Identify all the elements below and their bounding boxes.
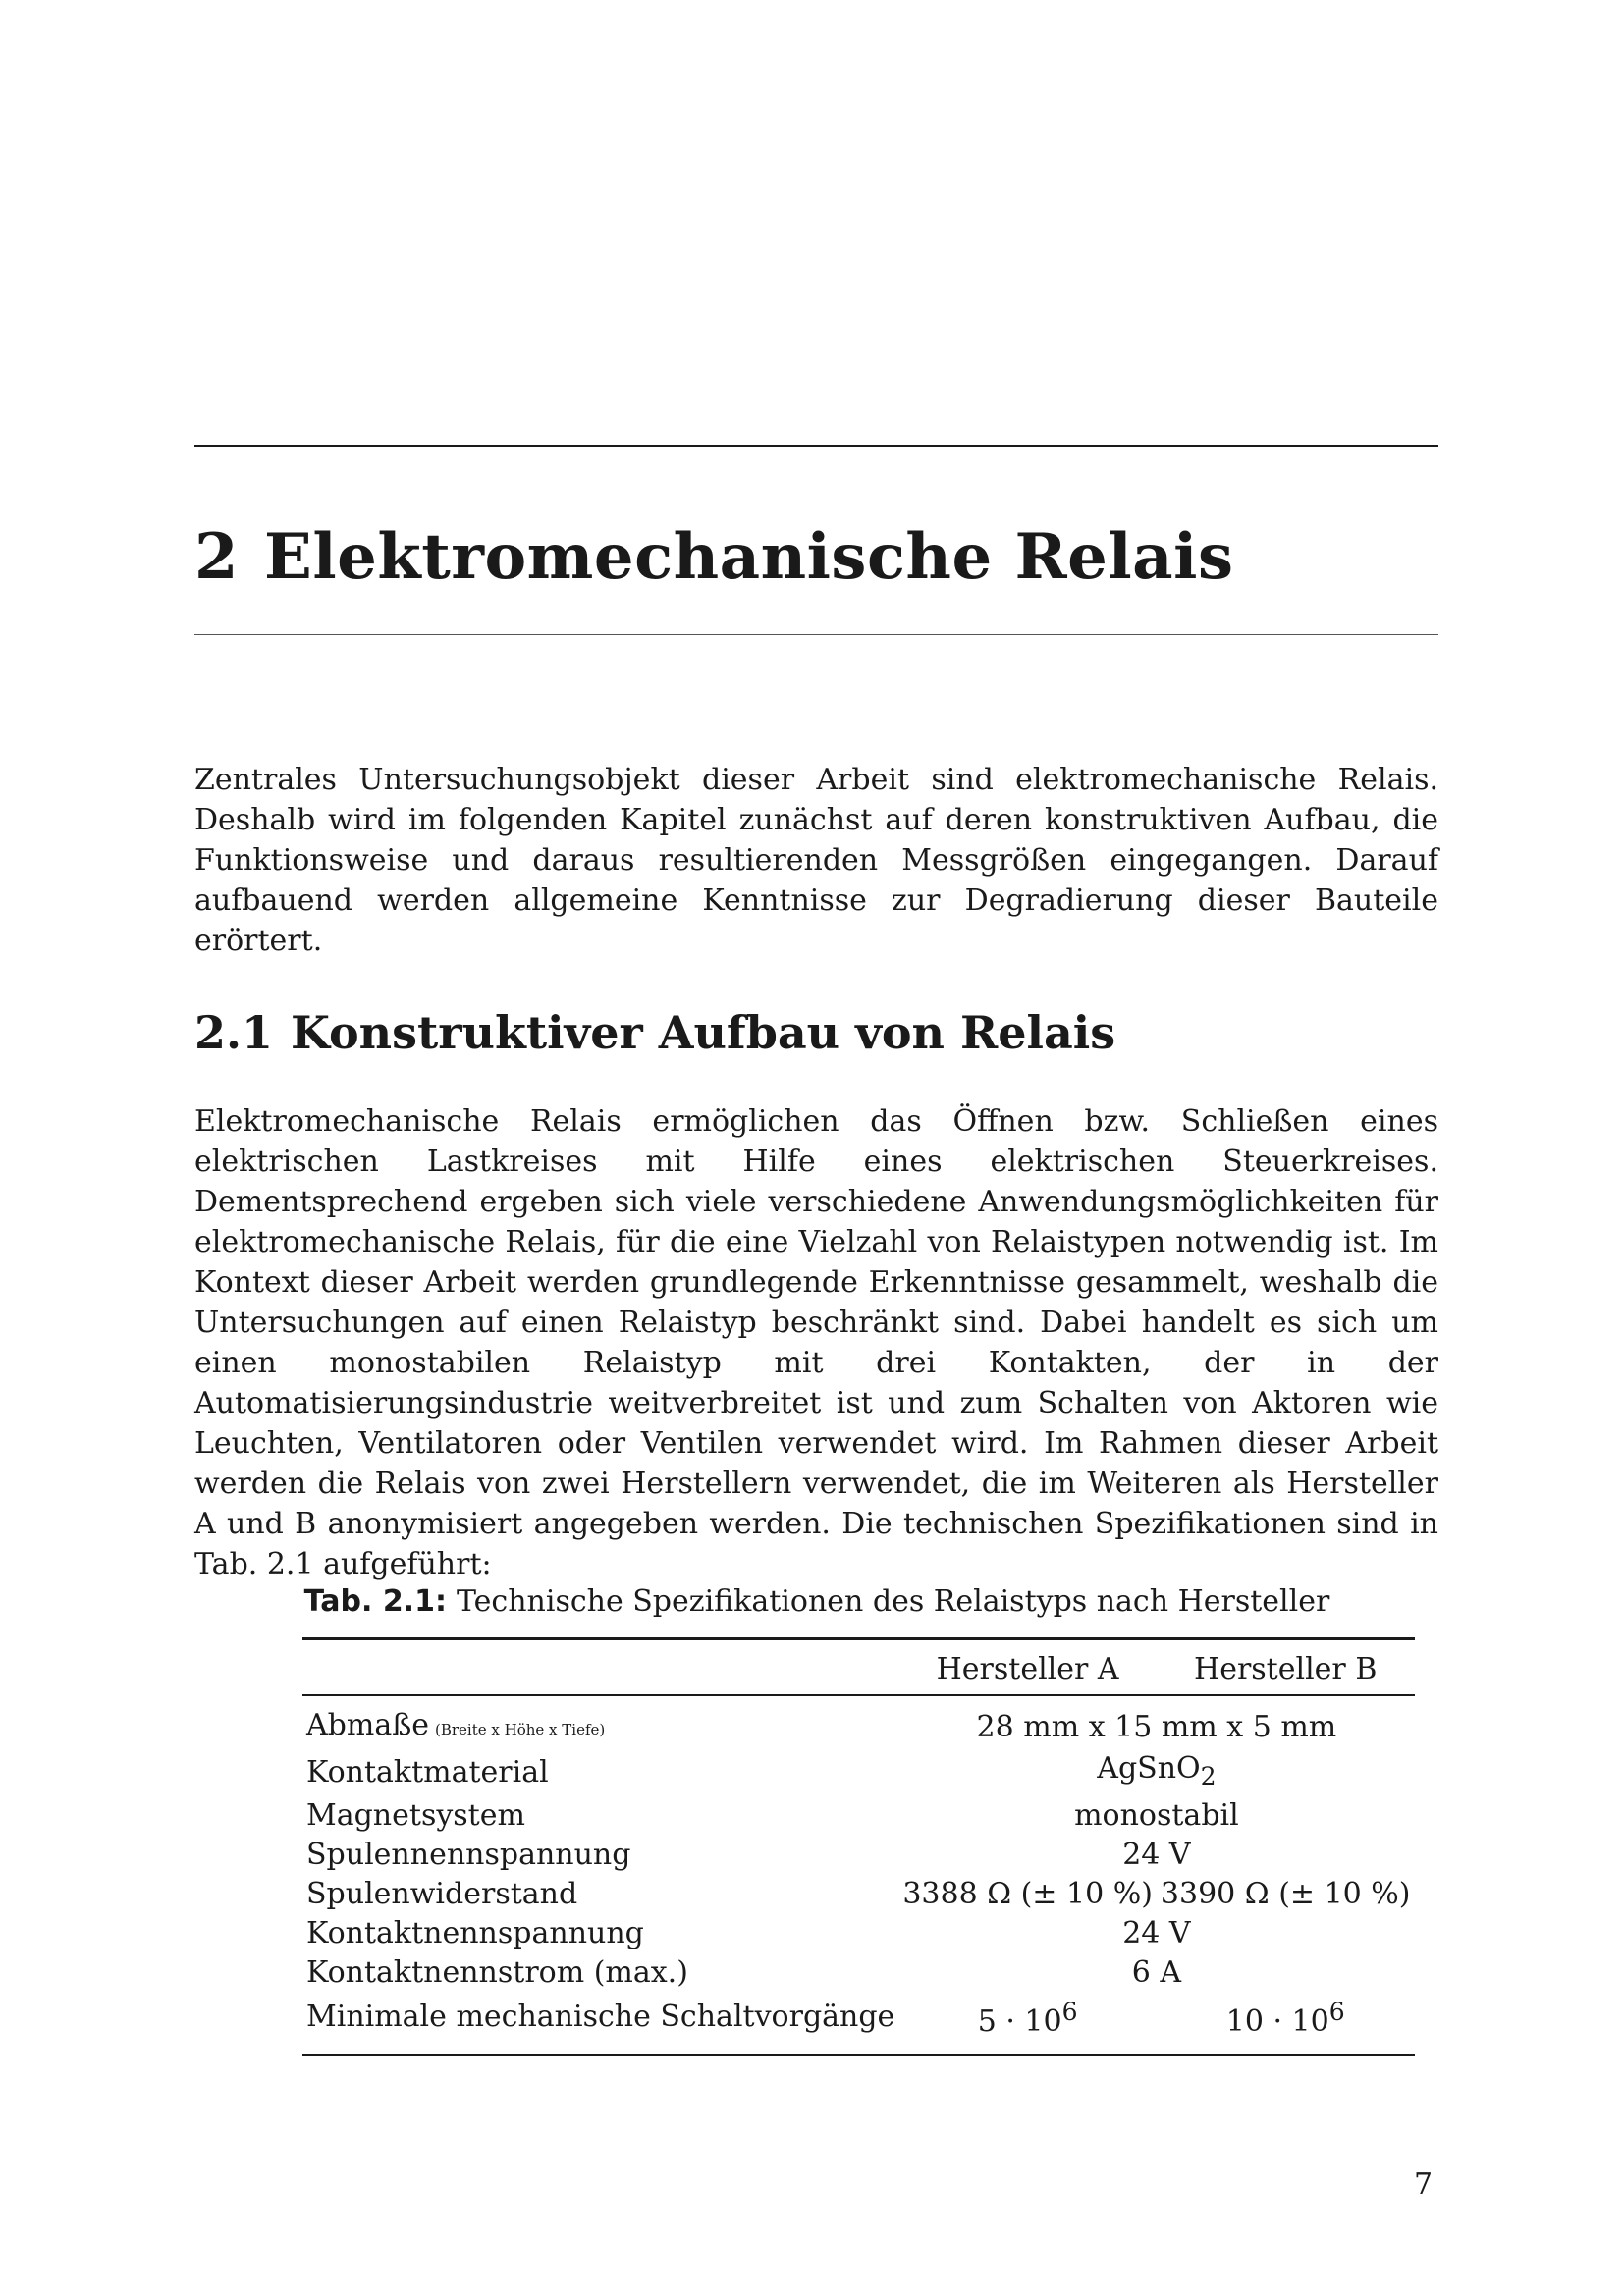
row-value: 6 A: [1131, 1955, 1182, 1990]
section-title-text: Konstruktiver Aufbau von Relais: [291, 1006, 1116, 1059]
row-label: Kontaktnennspannung: [306, 1916, 644, 1950]
table-row: [302, 1749, 1415, 1796]
spec-table: [302, 1637, 1415, 2056]
row-value: 24 V: [1122, 1838, 1191, 1872]
chapter-title-text: Elektromechanische Relais: [264, 520, 1234, 594]
chapter-bottom-rule: [194, 634, 1438, 635]
row-label: Kontaktmaterial: [306, 1755, 549, 1789]
table-row: [302, 1836, 1415, 1875]
table-row: [302, 1695, 1415, 1749]
chapter-title: [194, 518, 1233, 597]
table-header-row: [302, 1639, 1415, 1696]
chapter-top-rule: [194, 445, 1438, 447]
header-label: [302, 1639, 898, 1696]
row-label: Abmaße (Breite x Höhe x Tiefe): [306, 1708, 606, 1742]
table-caption-text: Technische Spezifikationen des Relaistyps nach Hersteller: [456, 1584, 1330, 1619]
row-value-b: $10 \cdot 10^6$: [1225, 1998, 1345, 2039]
row-label: Spulenwiderstand: [306, 1877, 578, 1911]
table-caption: [302, 1582, 1331, 1622]
page-number: 7: [1414, 2167, 1434, 2202]
table-caption-label: Tab. 2.1:: [303, 1584, 447, 1619]
row-value: 24 V: [1122, 1916, 1191, 1950]
row-label: Kontaktnennstrom (max.): [306, 1955, 688, 1990]
row-value-b: 3390 Ω (± 10 %): [1160, 1877, 1411, 1911]
row-value: 28 mm x 15 mm x 5 mm: [976, 1710, 1337, 1744]
intro-paragraph: Zentrales Untersuchungsobjekt dieser Arbeit sind elektromechanische Relais. Deshalb wird im folgenden Kapitel zunächst auf deren konstruktiven Aufbau, die Funktionsweise und daraus resultierenden Messgrößen eingegangen. Darauf aufbauend werden allgemeine Kenntnisse zur Degradierung dieser Bauteile erörtert.: [194, 763, 1438, 958]
table-row: [302, 1993, 1415, 2056]
table-row: [302, 1875, 1415, 1914]
table-row: [302, 1796, 1415, 1836]
table-row: [302, 1953, 1415, 1993]
row-value: AgSnO$_2$: [1097, 1751, 1217, 1790]
header-manufacturer-a: Hersteller A: [936, 1652, 1119, 1686]
row-value-a: 3388 Ω (± 10 %): [902, 1877, 1153, 1911]
section-paragraph: Elektromechanische Relais ermöglichen das Öffnen bzw. Schließen eines elektrischen Lastkreises mit Hilfe eines elektrischen Steuerkreises. Dementsprechend ergeben sich viele verschiedene Anwendungsmöglichkeiten für elektromechanische Relais, für die eine Vielzahl von Relaistypen notwendig ist. Im Kontext dieser Arbeit werden grundlegende Erkenntnisse gesammelt, weshalb die Untersuchungen auf einen Relaistyp beschränkt sind. Dabei handelt es sich um einen monostabilen Relaistyp mit drei Kontakten, der in der Automatisierungsindustrie weitverbreitet ist und zum Schalten von Aktoren wie Leuchten, Ventilatoren oder Ventilen verwendet wird. Im Rahmen dieser Arbeit werden die Relais von zwei Herstellern verwendet, die im Weiteren als Hersteller A und B anonymisiert angegeben werden. Die technischen Spezifikationen sind in Tab. 2.1 aufgeführt:: [194, 1104, 1438, 1581]
section-number: 2.1: [194, 1006, 274, 1059]
row-label: Magnetsystem: [306, 1798, 525, 1833]
header-manufacturer-b: Hersteller B: [1194, 1652, 1378, 1686]
row-label: Spulennennspannung: [306, 1838, 631, 1872]
row-label: Minimale mechanische Schaltvorgänge: [306, 2000, 895, 2034]
row-value: monostabil: [1074, 1798, 1239, 1833]
row-note: (Breite x Höhe x Tiefe): [435, 1721, 606, 1738]
chapter-number: 2: [194, 520, 240, 594]
row-value-a: $5 \cdot 10^6$: [977, 1998, 1078, 2039]
table-row: [302, 1914, 1415, 1953]
section-title: [194, 1003, 1115, 1062]
